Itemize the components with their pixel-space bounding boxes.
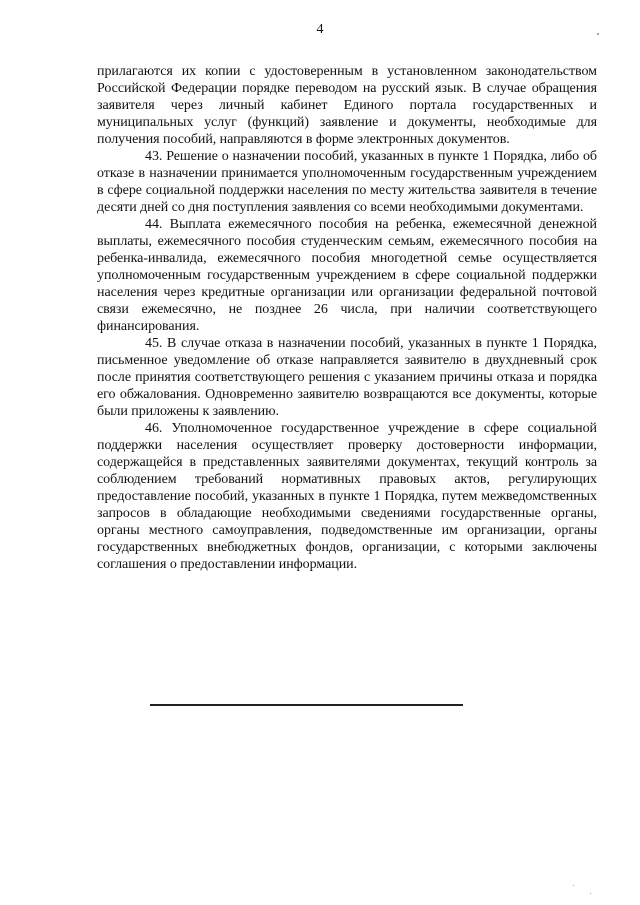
paragraph-item-46: 46. Уполномоченное государственное учреждение в сфере социальной поддержки населения осуществляет проверку достоверности информации, содержащейся в представленных заявителями документах, текущий контроль за соблюдением требований нормативных правовых актов, регулирующих предоставление пособий, указанных в пункте 1 Порядка, путем межведомственных запросов в обладающие необходимыми сведениями государственные органы, органы местного самоуправления, подведомственные им организации, органы государственных внебюджетных фондов, организации, с которыми заключены соглашения о предоставлении информации. <box>97 421 597 572</box>
paragraph-continuation: прилагаются их копии с удостоверенным в установленном законодательством Российской Федерации порядке переводом на русский язык. В случае обращения заявителя через личный кабинет Единого портала государственных и муниципальных услуг (функций) заявление и документы, необходимые для получения пособий, направляются в форме электронных документов. <box>97 64 597 147</box>
scan-speck <box>597 33 599 35</box>
document-body <box>97 63 597 573</box>
paragraph-item-43: 43. Решение о назначении пособий, указанных в пункте 1 Порядка, либо об отказе в назначении принимается уполномоченным государственным учреждением в сфере социальной поддержки населения по месту жительства заявителя в течение десяти дней со дня поступления заявления со всеми необходимыми документами. <box>97 149 597 215</box>
closing-horizontal-rule <box>150 704 463 706</box>
paragraph-item-44: 44. Выплата ежемесячного пособия на ребенка, ежемесячной денежной выплаты, ежемесячного пособия студенческим семьям, ежемесячного пособия на ребенка-инвалида, ежемесячного пособия многодетной семье осуществляется уполномоченным государственным учреждением в сфере социальной поддержки населения через кредитные организации или организации федеральной почтовой связи ежемесячно, не позднее 26 числа, при наличии соответствующего финансирования. <box>97 217 597 334</box>
page-number: 4 <box>316 22 324 37</box>
scan-speck <box>590 893 591 894</box>
scan-speck <box>573 885 574 886</box>
paragraph-item-45: 45. В случае отказа в назначении пособий, указанных в пункте 1 Порядка, письменное уведомление об отказе направляется заявителю в двухдневный срок после принятия соответствующего решения с указанием причины отказа и порядка его обжалования. Одновременно заявителю возвращаются все документы, которые были приложены к заявлению. <box>97 336 597 419</box>
